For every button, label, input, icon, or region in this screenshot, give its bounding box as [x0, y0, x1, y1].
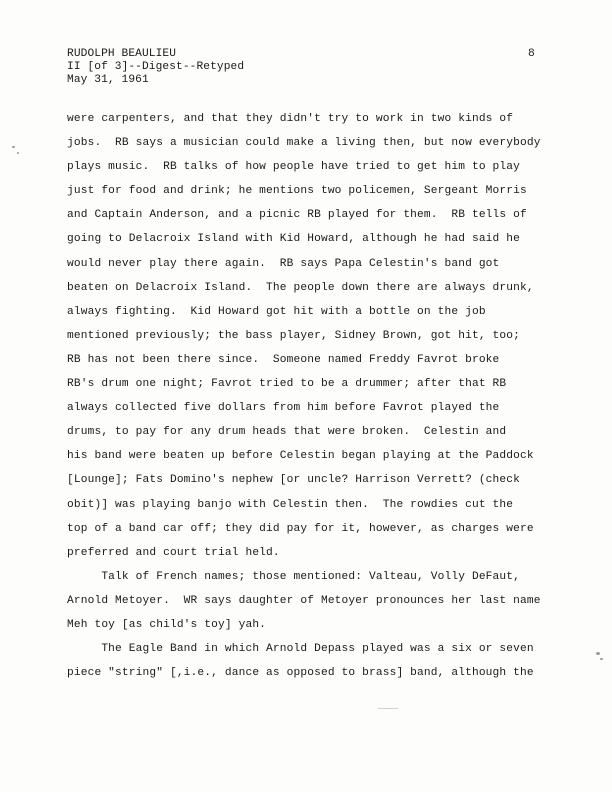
text-line: RB has not been there since. Someone named Freddy Favrot broke: [67, 353, 500, 366]
text-line: were carpenters, and that they didn't try to work in two kinds of: [67, 113, 514, 125]
text-line: Talk of French names; those mentioned: Valteau, Volly DeFaut,: [67, 570, 520, 583]
text-line: just for food and drink; he mentions two policemen, Sergeant Morris: [67, 185, 527, 198]
text-line: Meh toy [as child's toy] yah.: [67, 618, 267, 631]
interviewee-name: RUDOLPH BEAULIEU: [67, 48, 177, 60]
text-line: top of a band car off; they did pay for it, however, as charges were: [67, 522, 534, 535]
text-line: Arnold Metoyer. WR says daughter of Metoyer pronounces her last name: [67, 594, 541, 607]
scan-speck: [378, 708, 398, 709]
text-line: and Captain Anderson, and a picnic RB played for them. RB tells of: [67, 209, 527, 222]
text-line: always collected five dollars from him before Favrot played the: [67, 402, 500, 415]
digest-body: [67, 107, 567, 685]
scan-speck: [12, 146, 15, 148]
text-line: plays music. RB talks of how people have tried to get him to play: [67, 161, 520, 174]
text-line: drums, to pay for any drum heads that were broken. Celestin and: [67, 426, 507, 439]
text-line: mentioned previously; the bass player, Sidney Brown, got hit, too;: [67, 329, 520, 342]
document-header: [67, 48, 547, 87]
page-number: 8: [528, 48, 535, 60]
text-line: RB's drum one night; Favrot tried to be a drummer; after that RB: [67, 378, 507, 391]
text-line: [Lounge]; Fats Domino's nephew [or uncle? Harrison Verrett? (check: [67, 474, 520, 487]
scan-speck: [600, 658, 603, 660]
text-line: obit)] was playing banjo with Celestin then. The rowdies cut the: [67, 498, 514, 511]
text-line: piece "string" [,i.e., dance as opposed to brass] band, although the: [67, 667, 534, 680]
text-line: his band were beaten up before Celestin began playing at the Paddock: [67, 450, 534, 463]
text-line: going to Delacroix Island with Kid Howard, although he had said he: [67, 233, 520, 246]
text-line: always fighting. Kid Howard got hit with a bottle on the job: [67, 305, 486, 318]
text-line: beaten on Delacroix Island. The people down there are always drunk,: [67, 281, 534, 294]
text-line: preferred and court trial held.: [67, 546, 280, 559]
reel-info: II [of 3]--Digest--Retyped: [67, 61, 245, 73]
interview-date: May 31, 1961: [67, 74, 149, 86]
text-line: The Eagle Band in which Arnold Depass played was a six or seven: [67, 643, 534, 656]
text-line: would never play there again. RB says Papa Celestin's band got: [67, 257, 500, 270]
scan-speck: [17, 152, 19, 154]
text-line: jobs. RB says a musician could make a living then, but now everybody: [67, 137, 541, 150]
scan-speck: [596, 652, 600, 655]
